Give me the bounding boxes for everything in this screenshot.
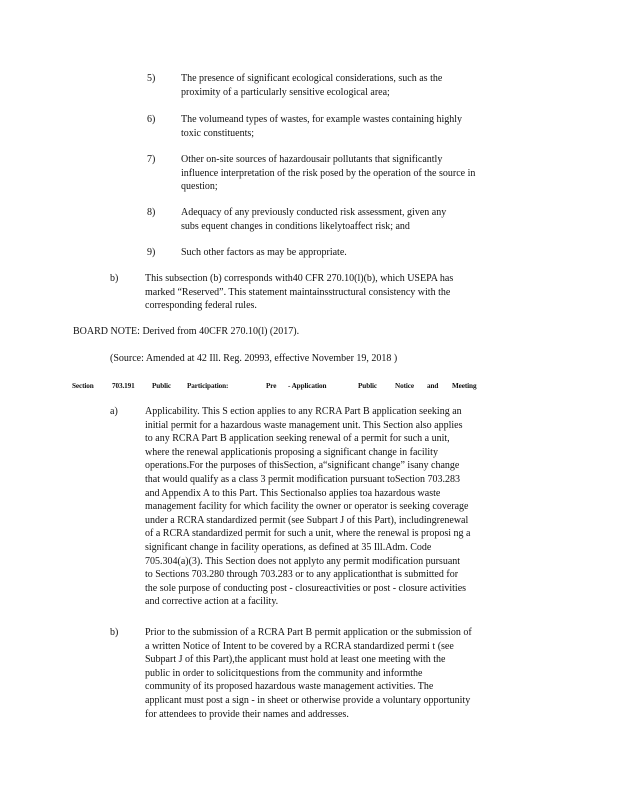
text-line: applicant must post a sign - in sheet or otherwise provide a voluntary opportunity	[145, 694, 471, 706]
list-number: 9)	[147, 247, 156, 258]
text-line: Other on-site sources of hazardousair pollutants that significantly	[181, 154, 443, 165]
text-line: Prior to the submission of a RCRA Part B permit application or the submission of	[145, 627, 472, 638]
text-line: and Appendix A to this Part. This Sectionalso applies toa hazardous waste	[145, 487, 441, 499]
text-line: under a RCRA standardized permit (see Subpart J of this Part), includingrenewal	[145, 514, 469, 526]
section-label: Section	[72, 382, 94, 390]
list-item-text	[181, 246, 347, 260]
heading-word: Pre	[266, 382, 277, 390]
text-line: the sole purpose of conducting post - closureactivities or post - closure activities	[145, 582, 467, 594]
text-line: and corrective action at a facility.	[145, 596, 279, 608]
section-item-number: b)	[110, 627, 119, 638]
section-item-number: a)	[110, 406, 118, 417]
section-item-text	[145, 626, 472, 721]
text-line: Applicability. This S ection applies to any RCRA Part B application seeking an	[145, 406, 462, 417]
list-item-text	[181, 153, 475, 194]
heading-word: Meeting	[452, 382, 477, 390]
list-number: 8)	[147, 207, 156, 218]
heading-word: Participation:	[187, 382, 229, 390]
text-line: 705.304(a)(3). This Section does not applyto any permit modification pursuant	[145, 555, 461, 567]
section-item-text	[145, 405, 470, 609]
text-line: proximity of a particularly sensitive ecological area;	[181, 86, 390, 98]
source-note: (Source: Amended at 42 Ill. Reg. 20993, effective November 19, 2018 )	[110, 353, 398, 364]
text-line: to any RCRA Part B application seeking renewal of a permit for such a unit,	[145, 433, 450, 445]
list-item-text	[181, 113, 462, 140]
text-line: operations.For the purposes of thisSection, a“significant change” isany change	[145, 460, 460, 472]
text-line: question;	[181, 181, 218, 193]
text-line: public in order to solicitquestions from the community and informthe	[145, 667, 423, 679]
list-item-text	[181, 206, 446, 233]
text-line: Subpart J of this Part),the applicant must hold at least one meeting with the	[145, 654, 446, 666]
section-number: 703.191	[112, 382, 135, 390]
text-line: to Sections 703.280 through 703.283 or to any applicationthat is submitted for	[145, 569, 459, 581]
text-line: The presence of significant ecological considerations, such as the	[181, 73, 443, 84]
heading-word: - Application	[288, 382, 327, 390]
subsection-number: b)	[110, 273, 119, 284]
board-note: BOARD NOTE: Derived from 40CFR 270.10(l) (2017).	[73, 326, 300, 337]
list-number: 6)	[147, 114, 156, 125]
text-line: corresponding federal rules.	[145, 300, 257, 312]
text-line: This subsection (b) corresponds with40 CFR 270.10(l)(b), which USEPA has	[145, 273, 454, 284]
heading-word: Notice	[395, 382, 414, 390]
text-line: toxic constituents;	[181, 127, 255, 139]
text-line: that would qualify as a class 3 permit modification pursuant toSection 703.283	[145, 473, 460, 485]
text-line: of a RCRA standardized permit for such a unit, where the renewal is proposi ng a	[145, 528, 471, 540]
text-line: significant change in facility operations, as defined at 35 Ill.Adm. Code	[145, 541, 432, 553]
text-line: management facility for which facility the owner or operator is seeking coverage	[145, 501, 469, 513]
subsection-text	[145, 272, 453, 313]
list-number: 5)	[147, 73, 156, 84]
list-item-text	[181, 72, 442, 99]
text-line: subs equent changes in conditions likelytoaffect risk; and	[181, 220, 410, 232]
heading-word: Public	[152, 382, 171, 390]
text-line: a written Notice of Intent to be covered by a RCRA standardized permi t (see	[145, 640, 454, 652]
text-line: The volumeand types of wastes, for example wastes containing highly	[181, 114, 463, 125]
text-line: Such other factors as may be appropriate.	[181, 247, 347, 258]
text-line: community of its proposed hazardous waste management activities. The	[145, 681, 434, 693]
text-line: for attendees to provide their names and addresses.	[145, 708, 349, 720]
text-line: initial permit for a hazardous waste management unit. This Section also applies	[145, 419, 463, 431]
heading-word: Public	[358, 382, 377, 390]
text-line: influence interpretation of the risk posed by the operation of the source in	[181, 167, 476, 179]
text-line: marked “Reserved”. This statement maintainsstructural consistency with the	[145, 286, 451, 298]
text-line: where the renewal applicationis proposing a significant change in facility	[145, 446, 438, 458]
list-number: 7)	[147, 154, 156, 165]
text-line: Adequacy of any previously conducted risk assessment, given any	[181, 207, 447, 218]
heading-word: and	[427, 382, 439, 390]
